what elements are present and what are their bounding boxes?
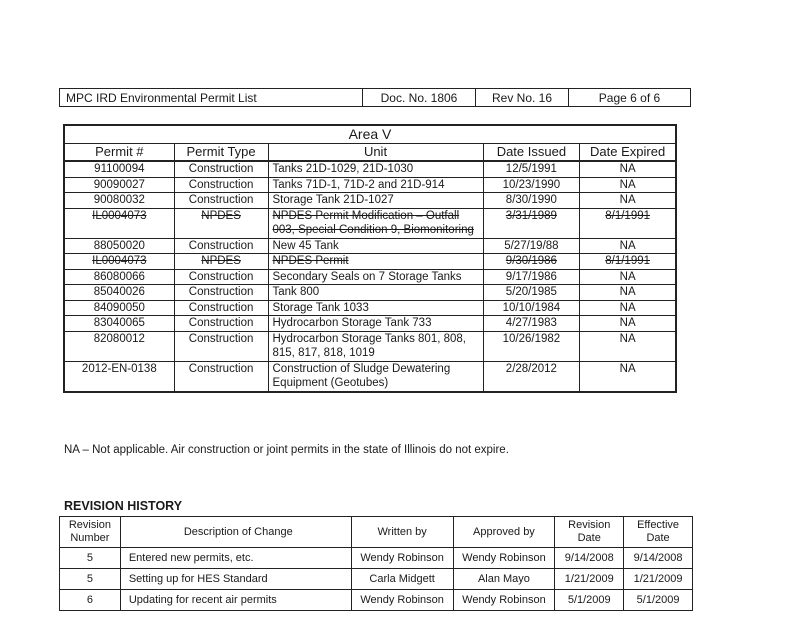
page-indicator: Page 6 of 6 bbox=[569, 89, 691, 107]
date-issued-cell: 9/17/1986 bbox=[483, 269, 580, 285]
area-title: Area V bbox=[65, 126, 676, 144]
date-issued-cell: 8/30/1990 bbox=[483, 193, 580, 209]
unit-cell: Tank 800 bbox=[268, 285, 483, 301]
permit-number-cell: 91100094 bbox=[65, 161, 175, 177]
written-by-cell: Wendy Robinson bbox=[351, 548, 453, 569]
column-header-unit: Unit bbox=[268, 144, 483, 162]
unit-cell: Hydrocarbon Storage Tanks 801, 808, 815, 817, 818, 1019 bbox=[268, 331, 483, 361]
description-cell: Updating for recent air permits bbox=[120, 590, 351, 611]
revision-date-cell: 5/1/2009 bbox=[555, 590, 624, 611]
date-issued-cell: 5/27/19/88 bbox=[483, 238, 580, 254]
revision-row bbox=[60, 548, 693, 569]
permit-type-cell: Construction bbox=[174, 361, 268, 391]
approved-by-cell: Wendy Robinson bbox=[453, 548, 555, 569]
revision-history-title: REVISION HISTORY bbox=[64, 499, 183, 513]
date-issued-cell: 5/20/1985 bbox=[483, 285, 580, 301]
permit-type-cell: Construction bbox=[174, 177, 268, 193]
permit-number-cell: 84090050 bbox=[65, 300, 175, 316]
column-header-permit-type: Permit Type bbox=[174, 144, 268, 162]
effective-date-cell: 5/1/2009 bbox=[624, 590, 693, 611]
revision-date-cell: 9/14/2008 bbox=[555, 548, 624, 569]
unit-cell: Tanks 71D-1, 71D-2 and 21D-914 bbox=[268, 177, 483, 193]
date-issued-cell: 10/10/1984 bbox=[483, 300, 580, 316]
revision-date-cell: 1/21/2009 bbox=[555, 569, 624, 590]
permit-number-cell: IL0004073 bbox=[65, 208, 175, 238]
revision-number-cell: 6 bbox=[60, 590, 121, 611]
document-number: Doc. No. 1806 bbox=[363, 89, 476, 107]
date-expired-cell: NA bbox=[580, 269, 676, 285]
column-header-permit: Permit # bbox=[65, 144, 175, 162]
date-issued-cell: 9/30/1986 bbox=[483, 254, 580, 270]
permit-number-cell: IL0004073 bbox=[65, 254, 175, 270]
revision-history-rows bbox=[60, 548, 693, 611]
permit-row bbox=[65, 238, 676, 254]
permit-type-cell: Construction bbox=[174, 285, 268, 301]
permit-row bbox=[65, 193, 676, 209]
effective-date-cell: 1/21/2009 bbox=[624, 569, 693, 590]
rev-column-number: Revision Number bbox=[60, 517, 121, 548]
column-header-date-issued: Date Issued bbox=[483, 144, 580, 162]
unit-cell: Storage Tank 21D-1027 bbox=[268, 193, 483, 209]
date-expired-cell: NA bbox=[580, 300, 676, 316]
date-expired-cell: NA bbox=[580, 238, 676, 254]
unit-cell: NPDES Permit bbox=[268, 254, 483, 270]
rev-column-written-by: Written by bbox=[351, 517, 453, 548]
date-issued-cell: 10/23/1990 bbox=[483, 177, 580, 193]
date-expired-cell: NA bbox=[580, 285, 676, 301]
permit-row bbox=[65, 177, 676, 193]
permit-type-cell: Construction bbox=[174, 193, 268, 209]
permit-number-cell: 90090027 bbox=[65, 177, 175, 193]
date-expired-cell: NA bbox=[580, 177, 676, 193]
date-expired-cell: 8/1/1991 bbox=[580, 208, 676, 238]
revision-history-table bbox=[59, 516, 693, 611]
revision-row bbox=[60, 590, 693, 611]
unit-cell: New 45 Tank bbox=[268, 238, 483, 254]
permit-type-cell: Construction bbox=[174, 316, 268, 332]
date-expired-cell: NA bbox=[580, 361, 676, 391]
approved-by-cell: Wendy Robinson bbox=[453, 590, 555, 611]
column-header-date-expired: Date Expired bbox=[580, 144, 676, 162]
permit-row bbox=[65, 300, 676, 316]
permit-row bbox=[65, 269, 676, 285]
revision-number: Rev No. 16 bbox=[476, 89, 569, 107]
revision-number-cell: 5 bbox=[60, 548, 121, 569]
revision-row bbox=[60, 569, 693, 590]
permit-number-cell: 85040026 bbox=[65, 285, 175, 301]
permit-row bbox=[65, 254, 676, 270]
permit-row bbox=[65, 285, 676, 301]
date-issued-cell: 12/5/1991 bbox=[483, 161, 580, 177]
effective-date-cell: 9/14/2008 bbox=[624, 548, 693, 569]
permit-row bbox=[65, 161, 676, 177]
unit-cell: Secondary Seals on 7 Storage Tanks bbox=[268, 269, 483, 285]
date-expired-cell: NA bbox=[580, 161, 676, 177]
unit-cell: Hydrocarbon Storage Tank 733 bbox=[268, 316, 483, 332]
document-title: MPC IRD Environmental Permit List bbox=[60, 89, 363, 107]
permit-type-cell: Construction bbox=[174, 331, 268, 361]
date-expired-cell: NA bbox=[580, 331, 676, 361]
unit-cell: NPDES Permit Modification – Outfall 003, Special Condition 9, Biomonitoring bbox=[268, 208, 483, 238]
description-cell: Entered new permits, etc. bbox=[120, 548, 351, 569]
written-by-cell: Carla Midgett bbox=[351, 569, 453, 590]
date-expired-cell: NA bbox=[580, 316, 676, 332]
approved-by-cell: Alan Mayo bbox=[453, 569, 555, 590]
written-by-cell: Wendy Robinson bbox=[351, 590, 453, 611]
permit-row bbox=[65, 208, 676, 238]
date-issued-cell: 3/31/1989 bbox=[483, 208, 580, 238]
permit-type-cell: Construction bbox=[174, 300, 268, 316]
permit-type-cell: NPDES bbox=[174, 208, 268, 238]
footnote: NA – Not applicable. Air construction or joint permits in the state of Illinois do not expire. bbox=[64, 444, 509, 456]
date-issued-cell: 10/26/1982 bbox=[483, 331, 580, 361]
permit-type-cell: Construction bbox=[174, 161, 268, 177]
permit-number-cell: 82080012 bbox=[65, 331, 175, 361]
permit-row bbox=[65, 331, 676, 361]
permit-number-cell: 90080032 bbox=[65, 193, 175, 209]
area-permit-rows bbox=[65, 161, 676, 391]
date-expired-cell: NA bbox=[580, 193, 676, 209]
permit-type-cell: Construction bbox=[174, 238, 268, 254]
rev-column-description: Description of Change bbox=[120, 517, 351, 548]
rev-column-approved-by: Approved by bbox=[453, 517, 555, 548]
unit-cell: Construction of Sludge Dewatering Equipment (Geotubes) bbox=[268, 361, 483, 391]
permit-number-cell: 83040065 bbox=[65, 316, 175, 332]
permit-number-cell: 2012-EN-0138 bbox=[65, 361, 175, 391]
rev-column-revision-date: Revision Date bbox=[555, 517, 624, 548]
unit-cell: Storage Tank 1033 bbox=[268, 300, 483, 316]
area-permit-table bbox=[64, 125, 676, 392]
permit-number-cell: 86080066 bbox=[65, 269, 175, 285]
permit-row bbox=[65, 361, 676, 391]
permit-type-cell: Construction bbox=[174, 269, 268, 285]
unit-cell: Tanks 21D-1029, 21D-1030 bbox=[268, 161, 483, 177]
permit-number-cell: 88050020 bbox=[65, 238, 175, 254]
document-header bbox=[59, 88, 691, 107]
description-cell: Setting up for HES Standard bbox=[120, 569, 351, 590]
date-expired-cell: 8/1/1991 bbox=[580, 254, 676, 270]
rev-column-effective-date: Effective Date bbox=[624, 517, 693, 548]
permit-type-cell: NPDES bbox=[174, 254, 268, 270]
revision-number-cell: 5 bbox=[60, 569, 121, 590]
date-issued-cell: 2/28/2012 bbox=[483, 361, 580, 391]
permit-row bbox=[65, 316, 676, 332]
date-issued-cell: 4/27/1983 bbox=[483, 316, 580, 332]
